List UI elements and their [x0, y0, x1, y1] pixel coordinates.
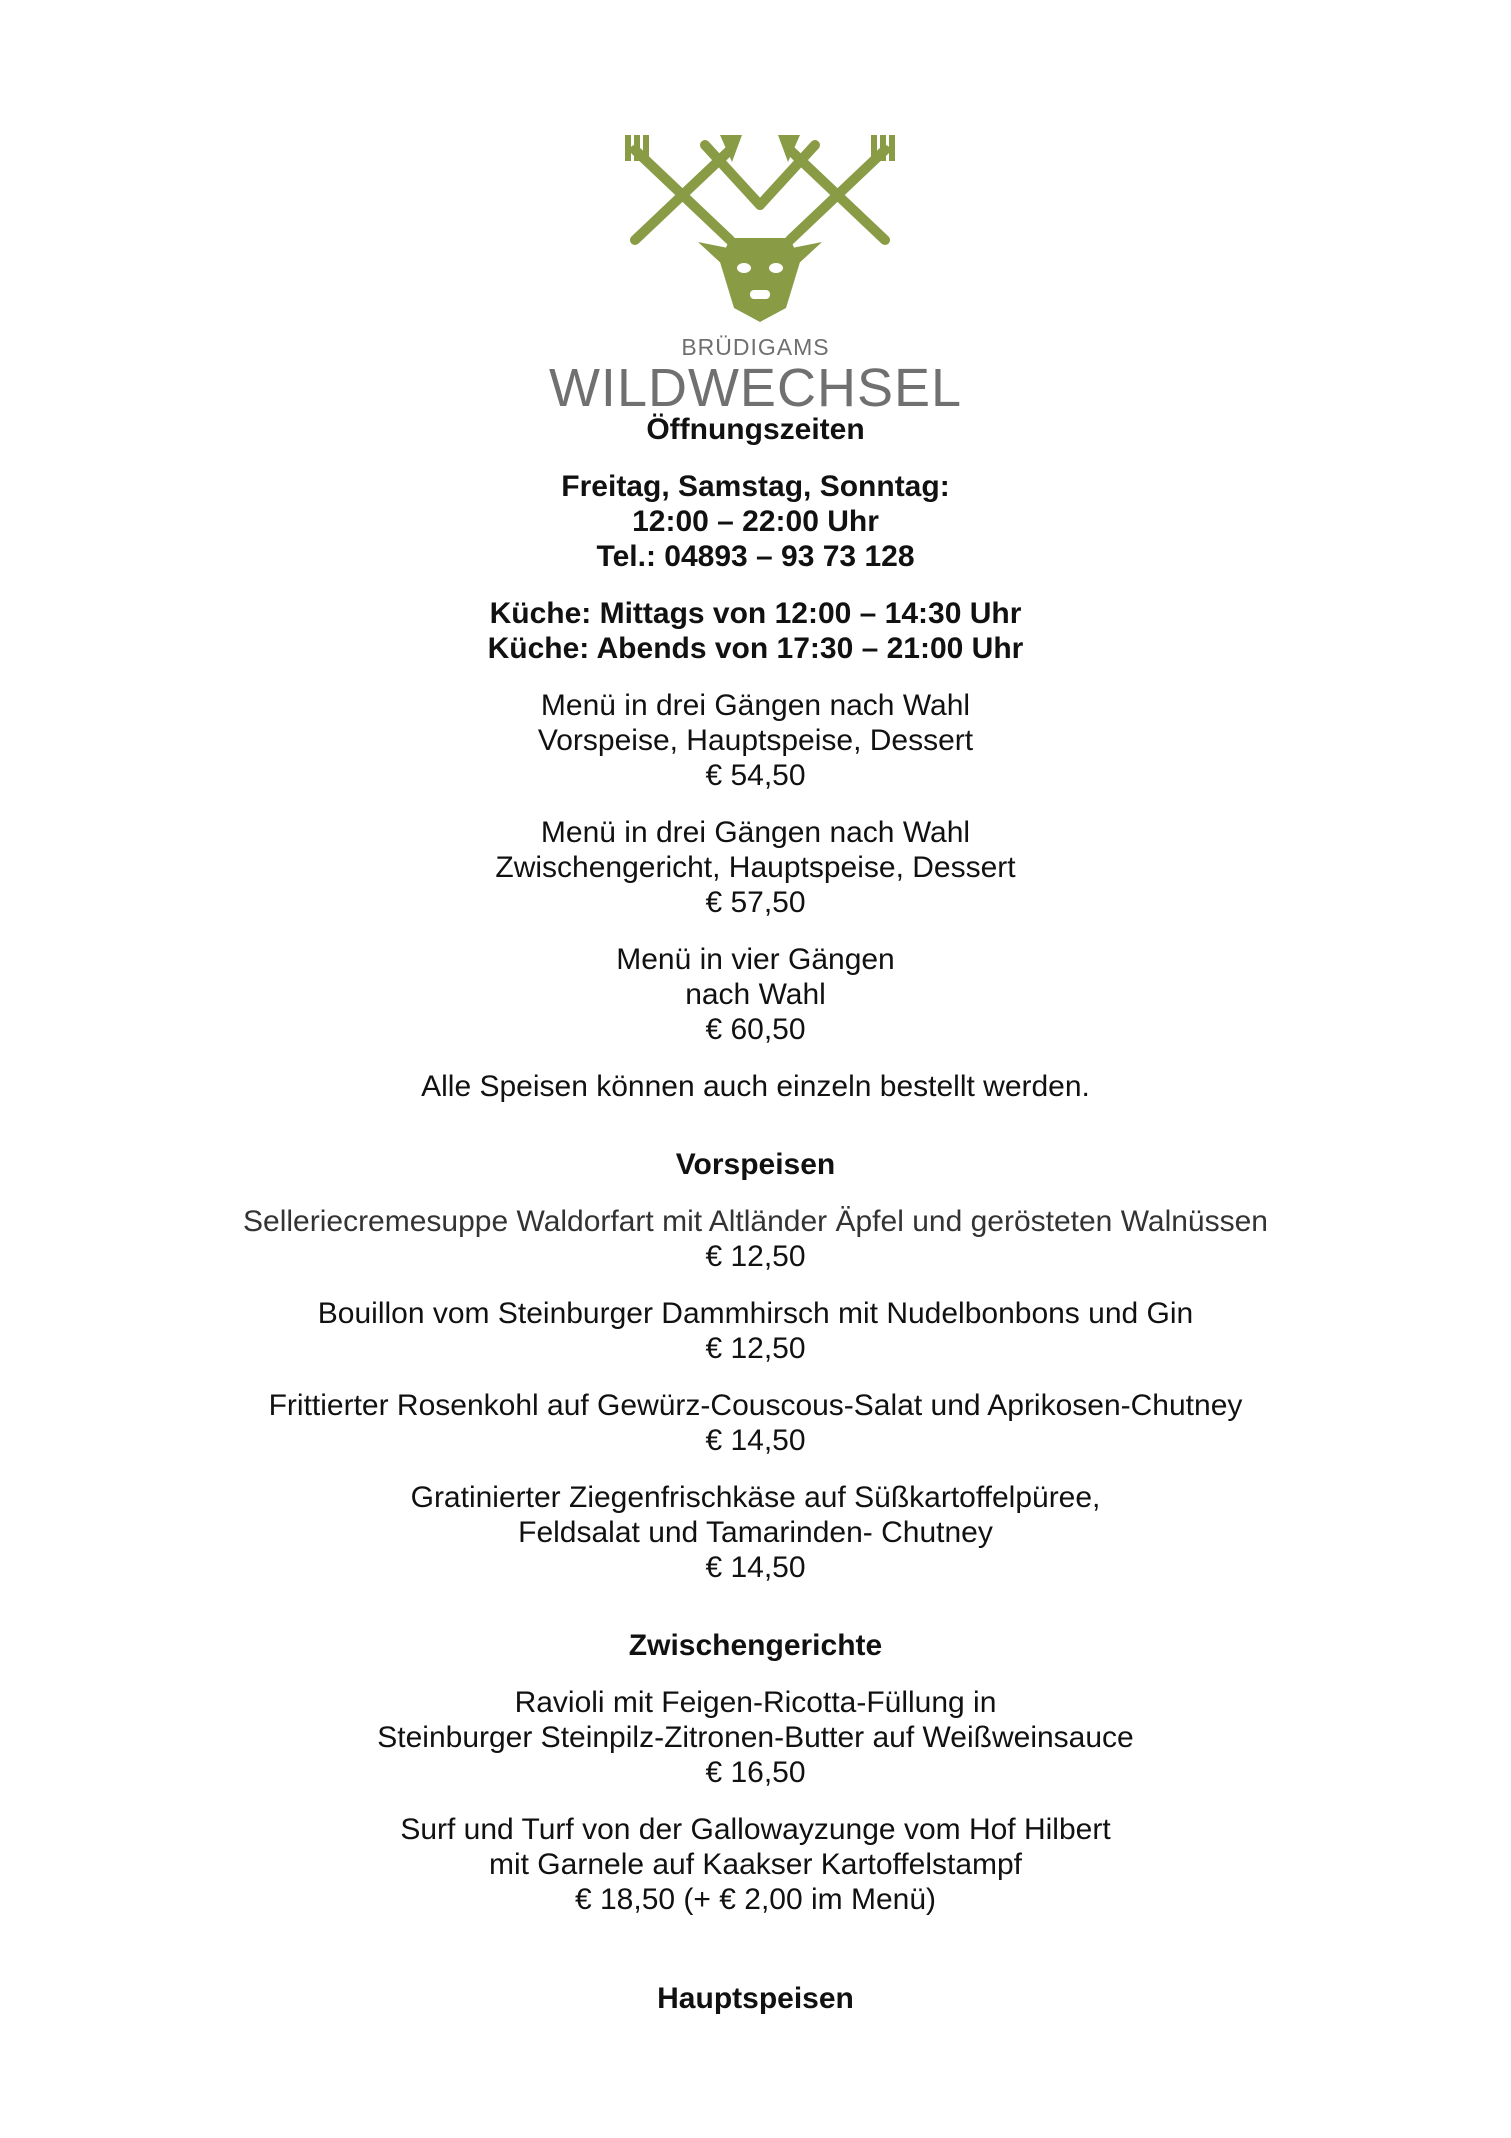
menu-option-line2: Zwischengericht, Hauptspeise, Dessert	[495, 851, 1016, 884]
dish-description: Surf und Turf von der Gallowayzunge vom Hof Hilbert	[400, 1813, 1111, 1846]
menu-option-line2: Vorspeise, Hauptspeise, Dessert	[537, 724, 974, 757]
opening-time: 12:00 – 22:00 Uhr	[632, 505, 879, 538]
phone-number: Tel.: 04893 – 93 73 128	[596, 540, 915, 573]
brand-name-small: BRÜDIGAMS	[681, 334, 830, 360]
dish-price: € 14,50	[705, 1424, 806, 1457]
deer-logo-icon	[620, 130, 900, 330]
kitchen-dinner-hours: Küche: Abends von 17:30 – 21:00 Uhr	[487, 632, 1024, 665]
dish-description: Feldsalat und Tamarinden- Chutney	[518, 1516, 993, 1549]
kitchen-lunch-hours: Küche: Mittags von 12:00 – 14:30 Uhr	[489, 597, 1022, 630]
opening-hours-heading: Öffnungszeiten	[646, 413, 865, 446]
dish-price: € 12,50	[705, 1240, 806, 1273]
mains-heading: Hauptspeisen	[657, 1982, 854, 2015]
dish-price: € 16,50	[705, 1756, 806, 1789]
menu-content	[0, 412, 1511, 2016]
dish-description: Frittierter Rosenkohl auf Gewürz-Couscous-Salat und Aprikosen-Chutney	[268, 1389, 1243, 1422]
dish-description: Bouillon vom Steinburger Dammhirsch mit Nudelbonbons und Gin	[317, 1297, 1194, 1330]
menu-option-price: € 54,50	[705, 759, 806, 792]
dish-description: Selleriecremesuppe Waldorfart mit Altländer Äpfel und gerösteten Walnüssen	[243, 1205, 1268, 1238]
dish-description: Ravioli mit Feigen-Ricotta-Füllung in	[514, 1686, 997, 1719]
menu-option-line2: nach Wahl	[685, 978, 826, 1011]
menu-option-price: € 60,50	[705, 1013, 806, 1046]
menu-option-line1: Menü in drei Gängen nach Wahl	[540, 689, 971, 722]
dish-description: Steinburger Steinpilz-Zitronen-Butter auf Weißweinsauce	[377, 1721, 1134, 1754]
menu-option-price: € 57,50	[705, 886, 806, 919]
dish-description: Gratinierter Ziegenfrischkäse auf Süßkartoffelpüree,	[410, 1481, 1101, 1514]
menu-option-line1: Menü in drei Gängen nach Wahl	[540, 816, 971, 849]
dish-price: € 14,50	[705, 1551, 806, 1584]
dish-description: mit Garnele auf Kaakser Kartoffelstampf	[488, 1848, 1023, 1881]
intermediate-heading: Zwischengerichte	[628, 1629, 883, 1662]
dish-price: € 18,50 (+ € 2,00 im Menü)	[574, 1883, 937, 1916]
menu-option-line1: Menü in vier Gängen	[616, 943, 895, 976]
dish-price: € 12,50	[705, 1332, 806, 1365]
single-order-note: Alle Speisen können auch einzeln bestellt werden.	[421, 1070, 1090, 1103]
opening-days: Freitag, Samstag, Sonntag:	[561, 470, 950, 503]
brand-name-large: WILDWECHSEL	[548, 358, 963, 418]
starters-heading: Vorspeisen	[675, 1148, 836, 1181]
